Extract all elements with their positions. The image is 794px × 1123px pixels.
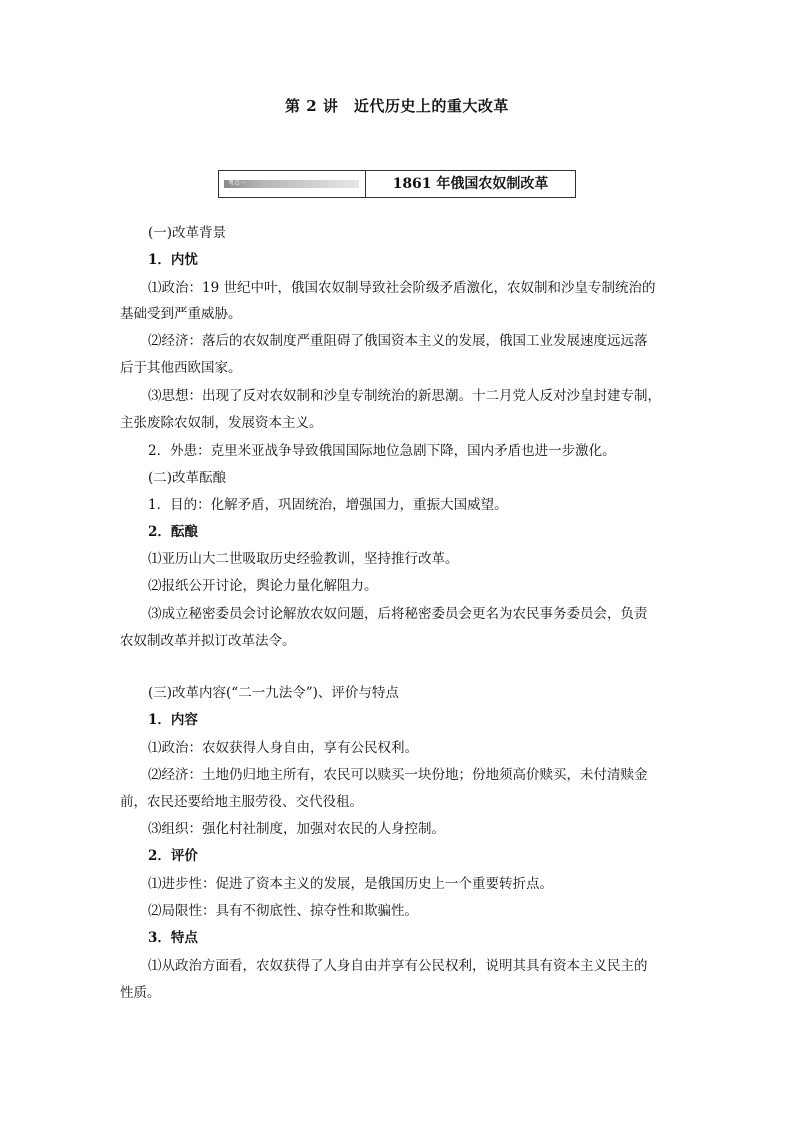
paragraph-line: ⑶思想：出现了反对农奴制和沙皇专制统治的新思潮。十二月党人反对沙皇封建专制， bbox=[148, 388, 661, 404]
subsection-heading: 2．评价 bbox=[148, 848, 198, 864]
paragraph-line: ⑴亚历山大二世吸取历史经验教训，坚持推行改革。 bbox=[148, 551, 459, 567]
paragraph-line: ⑴政治：农奴获得人身自由，享有公民权利。 bbox=[148, 740, 418, 756]
paragraph-line: 后于其他西欧国家。 bbox=[120, 360, 242, 376]
paragraph-line: ⑵局限性：具有不彻底性、掠夺性和欺骗性。 bbox=[148, 903, 418, 919]
paragraph-line: ⑴进步性：促进了资本主义的发展，是俄国历史上一个重要转折点。 bbox=[148, 876, 553, 892]
paragraph-line: ⑴政治：19 世纪中叶，俄国农奴制导致社会阶级矛盾激化，农奴制和沙皇专制统治的 bbox=[148, 280, 656, 296]
section-heading: (一)改革背景 bbox=[148, 225, 227, 241]
paragraph-line: ⑵经济：土地仍归地主所有，农民可以赎买一块份地；份地须高价赎买，未付清赎金 bbox=[148, 767, 648, 783]
topic-tag-banner bbox=[224, 180, 359, 188]
page-title: 第 2 讲 近代历史上的重大改革 bbox=[285, 97, 509, 115]
subsection-heading: 1．内容 bbox=[148, 712, 198, 728]
topic-tag-label: 考点一 bbox=[228, 180, 247, 187]
subsection-heading: 3．特点 bbox=[148, 930, 198, 946]
topic-tag-cell bbox=[219, 171, 366, 197]
paragraph-line: 1．目的：化解矛盾，巩固统治，增强国力，重振大国威望。 bbox=[148, 497, 508, 513]
paragraph-line: 2．外患：克里米亚战争导致俄国国际地位急剧下降，国内矛盾也进一步激化。 bbox=[148, 443, 616, 459]
paragraph-line: ⑵经济：落后的农奴制度严重阻碍了俄国资本主义的发展，俄国工业发展速度远远落 bbox=[148, 333, 648, 349]
section-heading: (三)改革内容(“二一九法令”)、评价与特点 bbox=[148, 685, 399, 701]
topic-heading: 1861 年俄国农奴制改革 bbox=[392, 176, 549, 192]
paragraph-line: ⑴从政治方面看，农奴获得了人身自由并享有公民权利，说明其具有资本主义民主的 bbox=[148, 958, 648, 974]
topic-header-table bbox=[218, 170, 576, 198]
paragraph-line: 农奴制改革并拟订改革法令。 bbox=[120, 633, 296, 649]
section-heading: (二)改革酝酿 bbox=[148, 470, 227, 486]
paragraph-line: ⑶成立秘密委员会讨论解放农奴问题，后将秘密委员会更名为农民事务委员会，负责 bbox=[148, 606, 648, 622]
paragraph-line: ⑵报纸公开讨论，舆论力量化解阻力。 bbox=[148, 578, 378, 594]
paragraph-line: ⑶组织：强化村社制度，加强对农民的人身控制。 bbox=[148, 821, 445, 837]
paragraph-line: 前，农民还要给地主服劳役、交代役租。 bbox=[120, 794, 363, 810]
paragraph-line: 基础受到严重威胁。 bbox=[120, 306, 242, 322]
paragraph-line: 性质。 bbox=[120, 985, 161, 1001]
subsection-heading: 1．内忧 bbox=[148, 252, 198, 268]
paragraph-line: 主张废除农奴制，发展资本主义。 bbox=[120, 415, 323, 431]
subsection-heading: 2．酝酿 bbox=[148, 524, 198, 540]
